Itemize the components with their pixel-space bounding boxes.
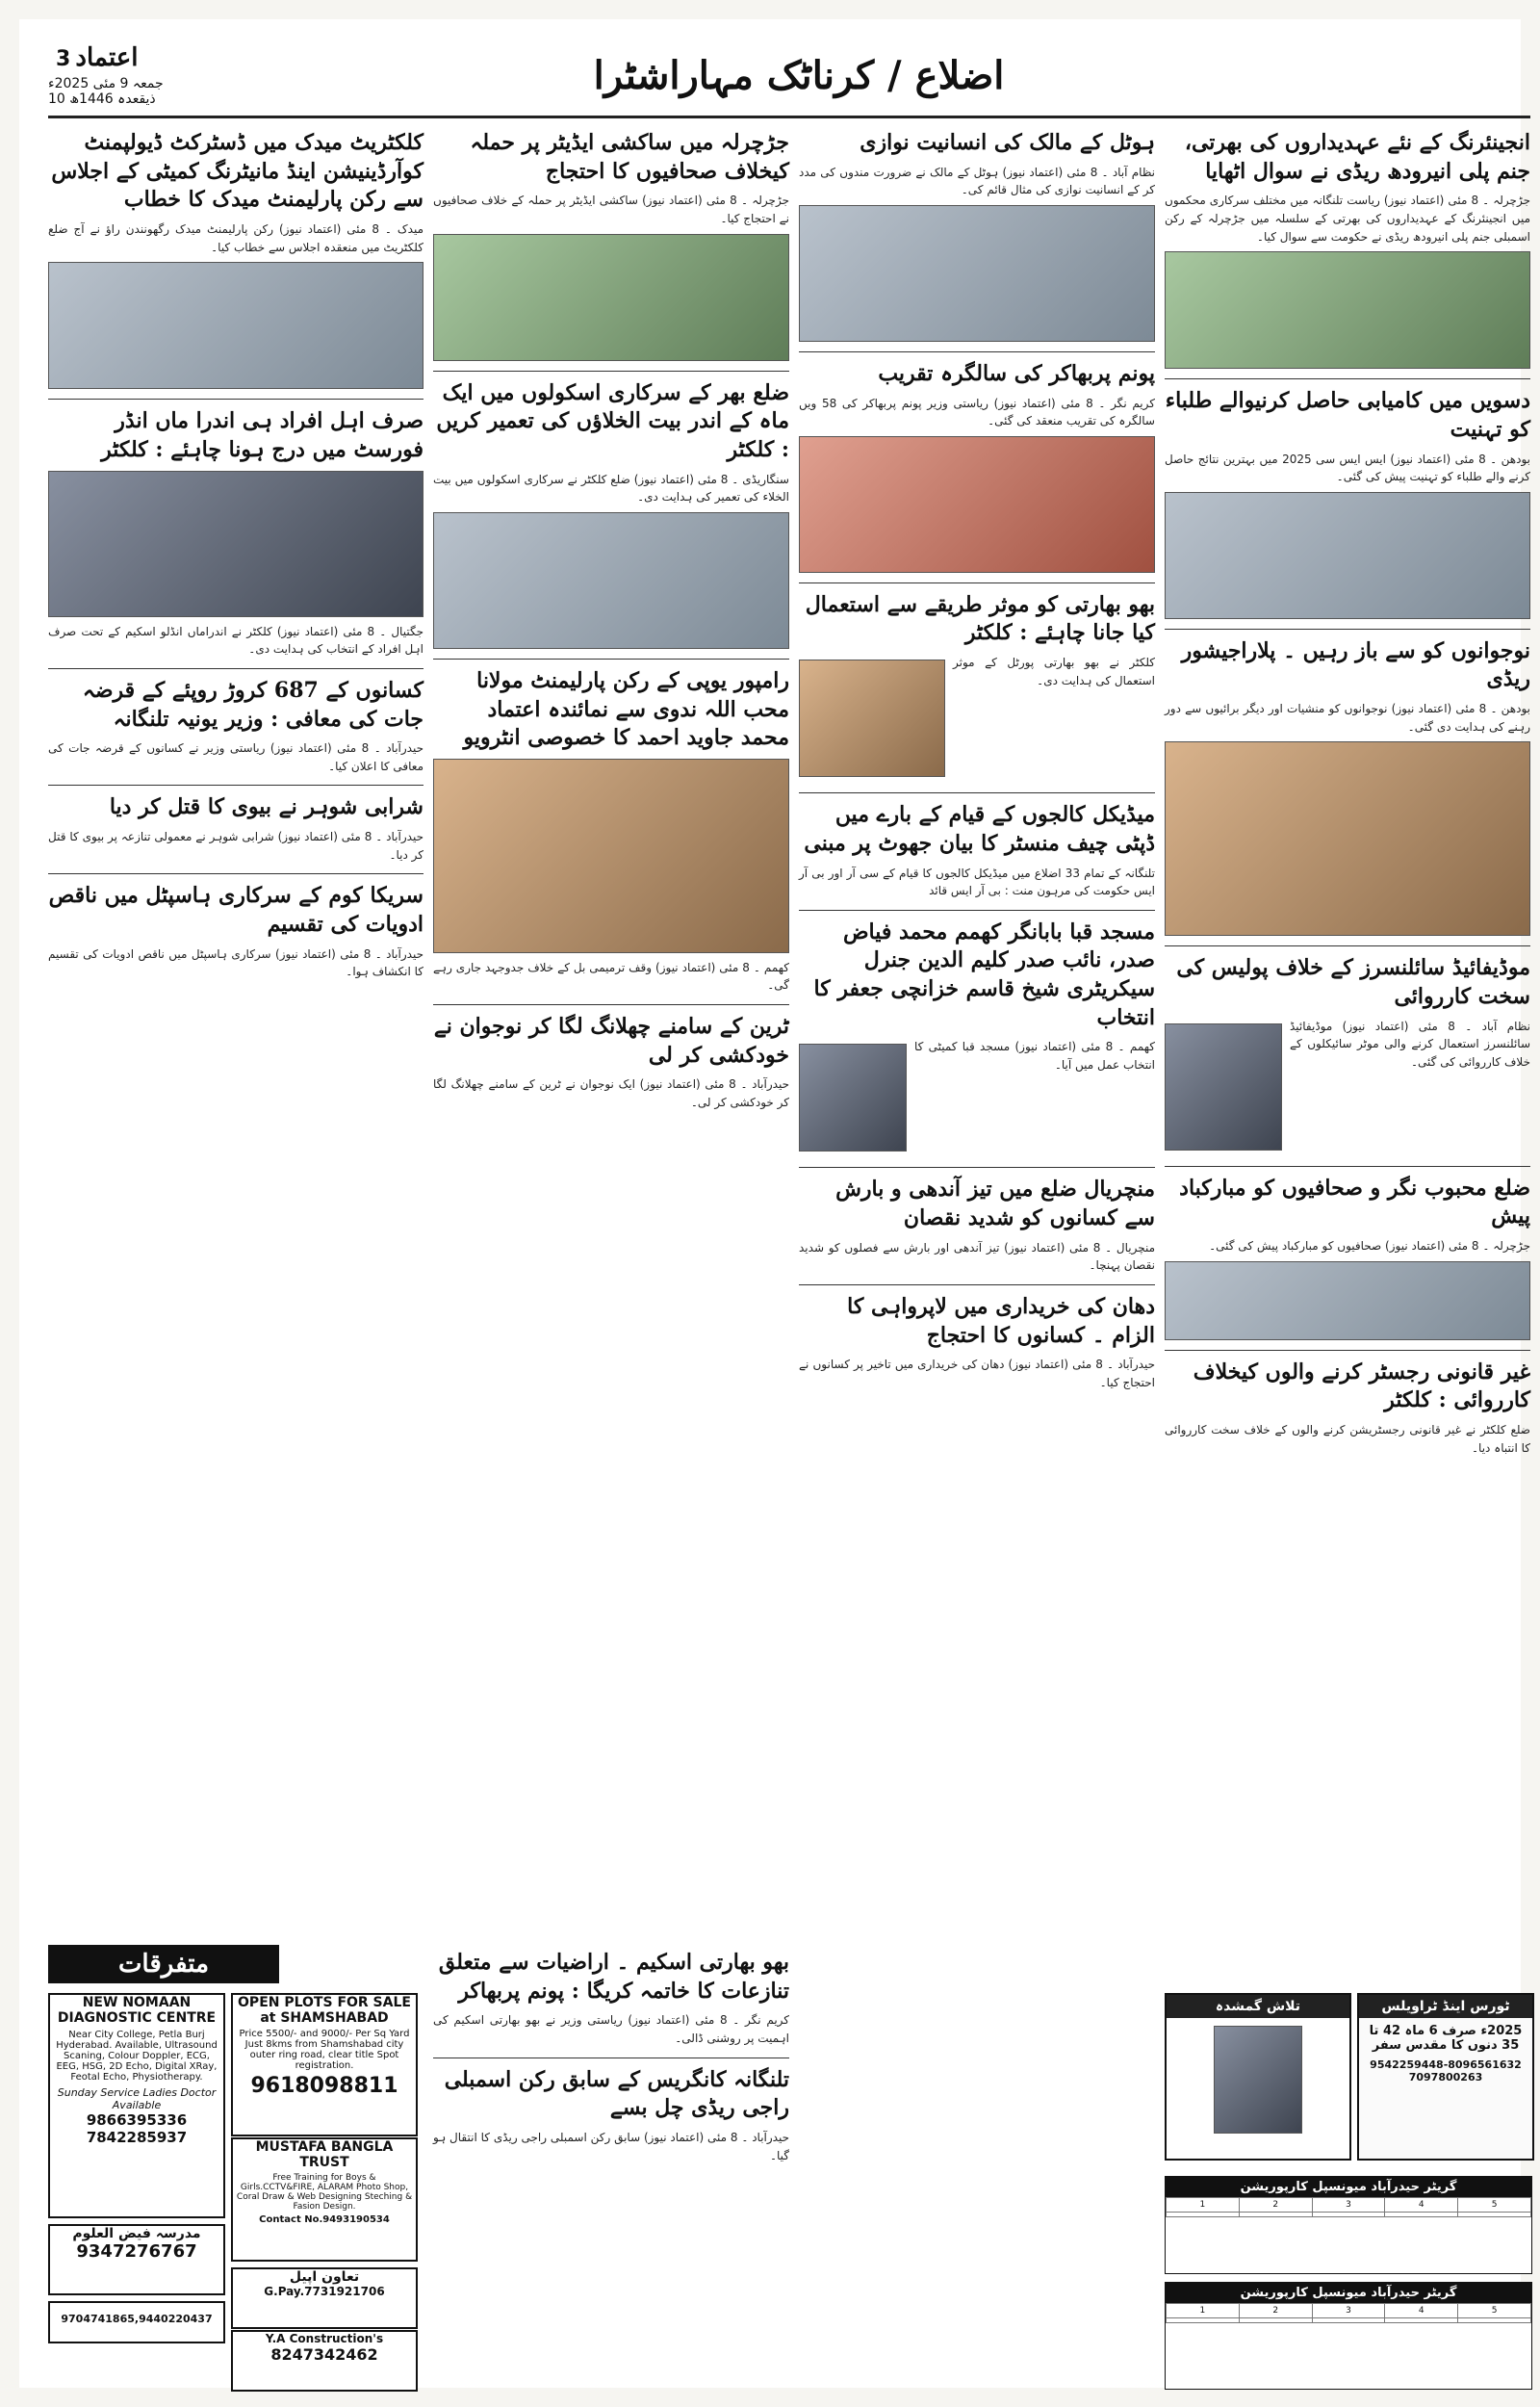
story-body: حیدرآباد ۔ 8 مئی (اعتماد نیوز) ریاستی وزیر نے کسانوں کے قرضہ جات کی معافی کا اعلان کیا۔ <box>48 741 424 773</box>
story <box>433 667 789 995</box>
newspaper-page <box>19 19 1531 2388</box>
story <box>799 591 1155 783</box>
ad-desc: Price 5500/- and 9000/- Per Sq Yard Just 8kms from Shamshabad city outer ring road, clear title Spot registration. <box>239 2029 410 2071</box>
story-body: منچریال ۔ 8 مئی (اعتماد نیوز) تیز آندھی اور بارش سے فصلوں کو شدید نقصان پہنچا۔ <box>799 1240 1155 1273</box>
story-body: حیدرآباد ۔ 8 مئی (اعتماد نیوز) سرکاری ہاسپٹل میں ناقص ادویات کی تقسیم کا انکشاف ہوا۔ <box>48 946 424 979</box>
news-photo <box>433 512 789 649</box>
headline: کسانوں کے 687 کروڑ روپئے کے قرضہ جات کی معافی : وزیر یونیہ تلنگانہ <box>82 677 424 732</box>
headline: پونم پربھاکر کی سالگرہ تقریب <box>878 360 1155 386</box>
story <box>799 919 1155 1158</box>
headline: میڈیکل کالجوں کے قیام کے بارے میں ڈپٹی چیف منسٹر کا بیان جھوٹ پر مبنی <box>804 802 1155 856</box>
ad-appeal <box>231 2267 418 2329</box>
story-body: نظام آباد ۔ 8 مئی (اعتماد نیوز) موڈیفائیڈ سائلنسرز استعمال کرنے والی موٹر سائیکلوں کے خلاف کارروائی کی گئی۔ <box>1290 1019 1531 1069</box>
news-photo <box>433 759 789 953</box>
story <box>433 379 789 649</box>
story-body: حیدرآباد ۔ 8 مئی (اعتماد نیوز) ایک نوجوان نے ٹرین کے سامنے چھلانگ لگا کر خودکشی کر لی۔ <box>433 1077 789 1110</box>
ad-desc: 2025ء صرف 6 ماہ 42 تا 35 دنوں کا مقدس سفر <box>1369 2024 1523 2053</box>
ad-travels <box>1357 1993 1534 2161</box>
story <box>48 407 424 659</box>
story <box>799 360 1155 573</box>
news-photo <box>1165 492 1530 619</box>
headline: شرابی شوہر نے بیوی کا قتل کر دیا <box>109 794 424 820</box>
news-photo <box>1165 251 1530 369</box>
date-line: جمعہ 9 مئی 2025ء <box>48 76 164 91</box>
story-body: تلنگانہ کے تمام 33 اضلاع میں میڈیکل کالجوں کا قیام کے سی آر اور بی آر ایس حکومت کی مرہون منت : بی آر ایس قائد <box>799 866 1155 898</box>
story <box>48 677 424 776</box>
story-body: کھمم ۔ 8 مئی (اعتماد نیوز) مسجد قبا کمیٹی کا انتخاب عمل میں آیا۔ <box>914 1040 1156 1073</box>
ad-missing-person <box>1165 1993 1351 2161</box>
story-body: کلکٹر نے بھو بھارتی پورٹل کے موثر استعمال کی ہدایت دی۔ <box>953 656 1155 687</box>
notice-table: 1 2 3 4 5 <box>1166 2303 1531 2323</box>
story <box>799 801 1155 900</box>
ad-contact <box>48 2301 225 2343</box>
news-photo <box>799 660 945 777</box>
story <box>1165 1359 1530 1458</box>
headline: سریکا کوم کے سرکاری ہاسپٹل میں ناقص ادویات کی تقسیم <box>48 883 424 937</box>
ghmc-notice-2 <box>1165 2282 1532 2390</box>
story <box>433 129 789 361</box>
notice-title: گریٹر حیدرآباد میونسپل کارپوریشن <box>1166 2177 1531 2197</box>
ad-title: ٹورس اینڈ ٹراویلس <box>1359 1995 1532 2018</box>
ad-tag: Sunday Service Ladies Doctor Available <box>57 2086 217 2111</box>
headline: مسجد قبا بابانگر کھمم محمد فیاض صدر، نائب صدر کلیم الدین جنرل سیکریٹری شیخ قاسم خزانچی جعفر کا انتخاب <box>813 919 1155 1030</box>
story-body: حیدرآباد ۔ 8 مئی (اعتماد نیوز) دھان کی خریداری میں تاخیر پر کسانوں نے احتجاج کیا۔ <box>799 1358 1155 1389</box>
headline: انجینئرنگ کے نئے عہدیداروں کی بھرتی، جنم پلی انیرودھ ریڈی نے سوال اٹھایا <box>1184 130 1530 184</box>
ad-phone: G.Pay.7731921706 <box>264 2285 385 2298</box>
ad-title: مدرسہ فیض العلوم <box>72 2226 201 2241</box>
headline: دسویں میں کامیابی حاصل کرنیوالے طلباء کو تہنیت <box>1165 388 1530 442</box>
ad-phone: 9618098811 <box>250 2074 398 2098</box>
ad-phone: 9542259448-8096561632 7097800263 <box>1370 2058 1522 2083</box>
story-body: سنگاریڈی ۔ 8 مئی (اعتماد نیوز) ضلع کلکٹر نے سرکاری اسکولوں میں بیت الخلاء کی تعمیر کی ہدایت دی۔ <box>433 472 789 505</box>
story-body: نظام آباد ۔ 8 مئی (اعتماد نیوز) ہوٹل کے مالک نے ضرورت مندوں کی مدد کر کے انسانیت نوازی کی مثال قائم کی۔ <box>799 165 1156 197</box>
ghmc-notice-1 <box>1165 2176 1532 2274</box>
news-photo <box>433 234 789 361</box>
story-body: جگتیال ۔ 8 مئی (اعتماد نیوز) کلکٹر نے اندراماں انڈلو اسکیم کے تحت صرف اہل افراد کے انتخاب کی ہدایت دی۔ <box>48 624 424 657</box>
ad-mustafa-trust <box>231 2137 418 2262</box>
headline: بھو بھارتی کو موثر طریقے سے استعمال کیا جانا چاہئے : کلکٹر <box>805 591 1155 646</box>
brand-logo: اعتماد <box>75 43 139 72</box>
headline: بھو بھارتی اسکیم ۔ اراضیات سے متعلق تنازعات کا خاتمہ کریگا : پونم پربھاکر <box>438 1950 789 2004</box>
story <box>48 882 424 981</box>
ad-open-plots <box>231 1993 418 2136</box>
ad-title: تلاش گمشدہ <box>1167 1995 1349 2018</box>
story-body: بودھن ۔ 8 مئی (اعتماد نیوز) نوجوانوں کو منشیات اور دیگر برائیوں سے دور رہنے کی ہدایت دی گئی۔ <box>1165 702 1530 734</box>
news-photo <box>48 471 424 617</box>
news-photo <box>1165 741 1530 936</box>
headline: تلنگانہ کانگریس کے سابق رکن اسمبلی راجی ریڈی چل بسے <box>444 2066 789 2121</box>
news-photo <box>1165 1023 1282 1151</box>
column-2 <box>799 125 1155 1402</box>
headline: ہوٹل کے مالک کی انسانیت نوازی <box>860 130 1155 155</box>
headline: جڑچرلہ میں ساکشی ایڈیٹر پر حملہ کیخلاف صحافیوں کا احتجاج <box>470 130 789 184</box>
ad-construction <box>231 2330 418 2392</box>
story <box>799 129 1155 342</box>
column-3-lower <box>433 1945 789 2174</box>
headline: غیر قانونی رجسٹر کرنے والوں کیخلاف کارروائی : کلکٹر <box>1193 1359 1530 1413</box>
ad-desc: Near City College, Petla Burj Hyderabad. Available, Ultrasound Scaning, Colour Doppler, ECG, EEG, HSG, 2D Echo, Digital XRay, Feotal Echo, Physiotherapy. <box>56 2030 218 2083</box>
ad-title: تعاون اپیل <box>289 2269 360 2285</box>
story <box>48 793 424 864</box>
story-body: حیدرآباد ۔ 8 مئی (اعتماد نیوز) سابق رکن اسمبلی راجی ریڈی کا انتقال ہو گیا۔ <box>433 2130 790 2162</box>
ad-madrasa <box>48 2224 225 2295</box>
column-3 <box>433 125 789 1122</box>
ad-title: Y.A Construction's <box>265 2332 384 2345</box>
story-body: کریم نگر ۔ 8 مئی (اعتماد نیوز) ریاستی وزیر نے بھو بھارتی اسکیم کی اہمیت پر روشنی ڈالی۔ <box>433 2013 789 2045</box>
story-body: ضلع کلکٹر نے غیر قانونی رجسٹریشن کرنے والوں کے خلاف سخت کارروائی کا انتباہ دیا۔ <box>1165 1423 1530 1455</box>
news-photo <box>799 205 1155 342</box>
story-body: جڑچرلہ ۔ 8 مئی (اعتماد نیوز) ساکشی ایڈیٹر پر حملہ کے خلاف صحافیوں نے احتجاج کیا۔ <box>433 194 789 225</box>
ad-diagnostic-centre <box>48 1993 225 2218</box>
story-body: جڑچرلہ ۔ 8 مئی (اعتماد نیوز) ریاست تلنگانہ میں مختلف سرکاری محکموں میں انجینئرنگ کے عہدیداروں کی بھرتی کے سلسلہ میں جڑچرلہ کے رکن اسمبلی جنم پلی انیرودھ ریڈی نے حکومت سے سوال کیا۔ <box>1165 194 1530 244</box>
story <box>433 1949 789 2048</box>
ad-phone: 9704741865,9440220437 <box>61 2313 213 2325</box>
ad-title: NEW NOMAAN DIAGNOSTIC CENTRE <box>57 1995 217 2026</box>
notice-table: 1 2 3 4 5 <box>1166 2197 1531 2217</box>
ad-phone: 9866395336 7842285937 <box>86 2111 188 2146</box>
news-photo <box>1165 1261 1530 1340</box>
story <box>1165 954 1530 1155</box>
ad-title: OPEN PLOTS FOR SALE at SHAMSHABAD <box>238 1995 411 2026</box>
notice-title: گریٹر حیدرآباد میونسپل کارپوریشن <box>1166 2283 1531 2303</box>
story-body: کریم نگر ۔ 8 مئی (اعتماد نیوز) ریاستی وزیر پونم پربھاکر کی 58 ویں سالگرہ کی تقریب منعقد کی گئی۔ <box>799 396 1155 428</box>
headline: صرف اہل افراد ہی اندرا ماں انڈر فورسٹ میں درج ہونا چاہئے : کلکٹر <box>101 408 424 462</box>
headline: دھان کی خریداری میں لاپرواہی کا الزام ۔ کسانوں کا احتجاج <box>847 1294 1155 1348</box>
ad-title: MUSTAFA BANGLA TRUST <box>255 2139 394 2170</box>
headline: نوجوانوں کو سے باز رہیں ۔ پلاراجیشور ریڈی <box>1181 637 1530 692</box>
news-photo <box>799 436 1155 573</box>
story <box>1165 129 1530 369</box>
column-1 <box>1165 125 1530 1466</box>
story <box>1165 637 1530 937</box>
classifieds-banner: متفرقات <box>48 1945 279 1983</box>
story-body: میدک ۔ 8 مئی (اعتماد نیوز) رکن پارلیمنٹ میدک رگھونندن راؤ نے آج ضلع کلکٹریٹ میں منعقدہ اجلاس سے خطاب کیا۔ <box>48 222 424 254</box>
masthead-left <box>48 43 183 107</box>
page-number: 3 <box>56 47 71 71</box>
headline: ضلع بھر کے سرکاری اسکولوں میں ایک ماہ کے اندر بیت الخلاؤں کی تعمیر کریں : کلکٹر <box>436 379 789 462</box>
story <box>799 1176 1155 1275</box>
story-body: حیدرآباد ۔ 8 مئی (اعتماد نیوز) شرابی شوہر نے معمولی تنازعہ پر بیوی کا قتل کر دیا۔ <box>48 830 424 862</box>
headline: ضلع محبوب نگر و صحافیوں کو مبارکباد پیش <box>1179 1175 1530 1229</box>
headline: رامپور یوپی کے رکن پارلیمنٹ مولانا محب اللہ ندوی سے نمائندہ اعتماد محمد جاوید احمد کا خصوصی انٹرویو <box>463 667 789 751</box>
ad-phone: 8247342462 <box>270 2345 378 2364</box>
story-body: کھمم ۔ 8 مئی (اعتماد نیوز) وقف ترمیمی بل کے خلاف جدوجہد جاری رہے گی۔ <box>433 960 790 993</box>
story <box>799 1293 1155 1392</box>
portrait-photo <box>799 1044 907 1152</box>
story-body: جڑچرلہ ۔ 8 مئی (اعتماد نیوز) صحافیوں کو مبارکباد پیش کی گئی۔ <box>1209 1239 1530 1254</box>
column-4 <box>48 125 424 991</box>
ad-desc: Free Training for Boys & Girls.CCTV&FIRE, ALARAM Photo Shop, Coral Draw & Web Designing Steching & Fasion Design. <box>236 2173 413 2212</box>
headline: کلکٹریٹ میدک میں ڈسٹرکٹ ڈیولپمنٹ کوآرڈینیشن اینڈ مانیٹرنگ کمیٹی کے اجلاس سے رکن پارلیمنٹ میدک کا خطاب <box>51 130 424 213</box>
story <box>48 129 424 389</box>
hijri-date: 10 ذیقعدہ 1446ھ <box>48 91 156 107</box>
section-title: اضلاع / کرناٹک مہاراشٹرا <box>593 53 1005 98</box>
story <box>1165 1175 1530 1340</box>
story <box>433 1013 789 1112</box>
story-body: بودھن ۔ 8 مئی (اعتماد نیوز) ایس ایس سی 2025 میں بہترین نتائج حاصل کرنے والے طلباء کو تہنیت پیش کی گئی۔ <box>1165 452 1530 484</box>
headline: موڈیفائیڈ سائلنسرز کے خلاف پولیس کی سخت کارروائی <box>1176 955 1530 1009</box>
story <box>433 2066 789 2165</box>
headline: منچریال ضلع میں تیز آندھی و بارش سے کسانوں کو شدید نقصان <box>835 1177 1155 1231</box>
ad-phone: Contact No.9493190534 <box>259 2214 390 2225</box>
missing-person-photo <box>1214 2026 1302 2134</box>
news-photo <box>48 262 424 389</box>
story <box>1165 387 1530 619</box>
headline: ٹرین کے سامنے چھلانگ لگا کر نوجوان نے خودکشی کر لی <box>433 1014 789 1068</box>
masthead <box>48 43 1530 118</box>
ad-phone: 9347276767 <box>76 2241 197 2262</box>
